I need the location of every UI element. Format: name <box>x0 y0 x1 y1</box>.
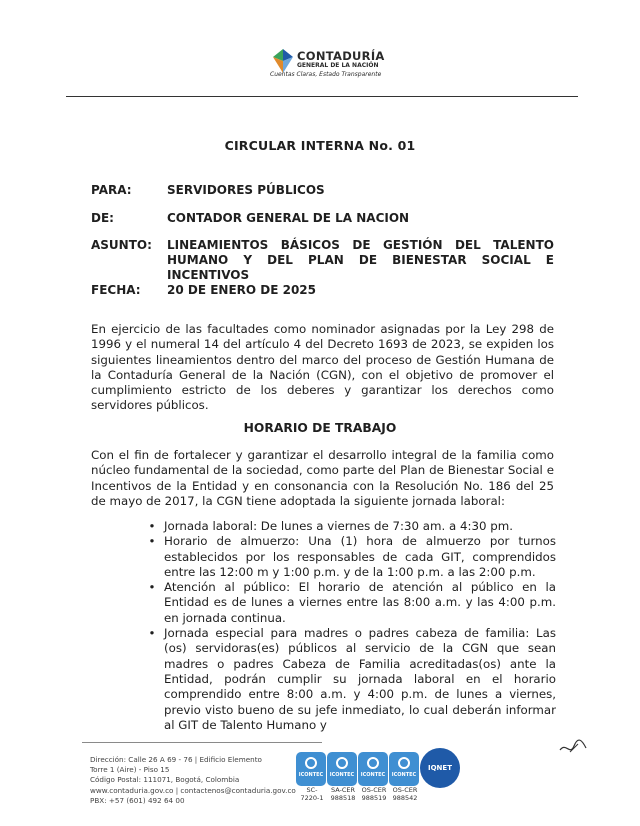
section-title: HORARIO DE TRABAJO <box>243 421 397 435</box>
header-label-para: PARA: <box>91 183 132 197</box>
list-item-text: Atención al público: El horario de atención al público en la Entidad es de lunes a viernes entre las 8:00 a.m. y las 4:00 p.m. en jornada continua. <box>164 580 556 625</box>
bullet-icon: • <box>148 519 156 533</box>
footer-address: Dirección: Calle 26 A 69 - 76 | Edificio Elemento <box>90 755 262 764</box>
intro-paragraph: En ejercicio de las facultades como nominador asignadas por la Ley 298 de 1996 y el numeral 14 del artículo 4 del Decreto 1693 de 2023, se expiden los siguientes lineamientos dentro del marco del proceso de Gestión Humana de la Contaduría General de la Nación (CGN), con el objetivo de promover el cumplimiento estricto de los deberes y garantizar los derechos como servidores públicos. <box>91 322 554 413</box>
header-divider <box>66 96 578 97</box>
iqnet-badge: IQNET <box>420 748 460 788</box>
list-item-text: Jornada laboral: De lunes a viernes de 7:30 am. a 4:30 pm. <box>164 519 513 533</box>
footer-tower: Torre 1 (Aire) - Piso 15 <box>90 765 170 775</box>
cert-badge-label: ICONTEC <box>360 772 386 778</box>
certification-badge <box>327 752 359 802</box>
cert-badge-label: ICONTEC <box>298 772 324 778</box>
header-value-fecha: 20 DE ENERO DE 2025 <box>167 283 317 297</box>
header-label-fecha: FECHA: <box>91 283 141 297</box>
footer-contact <box>90 755 296 806</box>
certification-badge <box>389 752 421 802</box>
footer-postal: Código Postal: 111071, Bogotá, Colombia <box>90 775 240 785</box>
logo-slogan: Cuentas Claras, Estado Transparente <box>270 71 382 78</box>
section-paragraph: Con el fin de fortalecer y garantizar el desarrollo integral de la familia como núcleo fundamental de la sociedad, como parte del Plan de Bienestar Social e Incentivos de la Entidad y en consonancia con la Resolución No. 186 del 25 de mayo de 2017, la CGN tiene adoptada la siguiente jornada laboral: <box>91 448 554 508</box>
certification-badge <box>358 752 390 802</box>
bullet-icon: • <box>148 580 156 595</box>
footer-phone: PBX: +57 (601) 492 64 00 <box>90 795 185 805</box>
bullet-icon: • <box>148 534 156 549</box>
header-value-asunto: LINEAMIENTOS BÁSICOS DE GESTIÓN DEL TALENTO HUMANO Y DEL PLAN DE BIENESTAR SOCIAL E INCENTIVOS <box>167 238 554 282</box>
signature-mark <box>558 736 588 758</box>
cert-badge-label: ICONTEC <box>329 772 355 778</box>
footer-divider <box>82 742 322 743</box>
certification-badge <box>296 752 328 802</box>
list-item <box>148 580 556 626</box>
schedule-list <box>146 519 556 733</box>
list-item-text: Horario de almuerzo: Una (1) hora de almuerzo por turnos establecidos por los responsables de cada GIT, comprendidos entre las 12:00 m y 1:00 p.m. y de la 1:00 p.m. a las 2:00 p.m. <box>164 534 556 579</box>
logo-org-name: CONTADURÍA <box>297 49 385 63</box>
bullet-icon: • <box>148 626 156 641</box>
list-item <box>148 626 556 733</box>
document-title: CIRCULAR INTERNA No. 01 <box>224 138 416 153</box>
cert-code: OS-CER 988519 <box>361 786 387 802</box>
header-label-asunto: ASUNTO: <box>91 238 152 252</box>
cert-code: SC- 7220-1 <box>300 786 324 802</box>
header-label-de: DE: <box>91 211 114 225</box>
cert-code: OS-CER 988542 <box>392 786 418 802</box>
list-item <box>148 534 556 580</box>
footer-web-email: www.contaduria.gov.co | contactenos@contaduria.gov.co <box>90 785 296 795</box>
logo-org-subtitle: GENERAL DE LA NACIÓN <box>297 62 379 69</box>
header-value-de: CONTADOR GENERAL DE LA NACION <box>167 211 410 225</box>
cgn-logo <box>268 48 388 80</box>
list-item-text: Jornada especial para madres o padres cabeza de familia: Las (os) servidoras(es) públicos al servicio de la CGN que sean madres o padres Cabeza de Familia acreditadas(os) ante la Entidad, podrán cumplir su jornada laboral en el horario comprendido entre 8:00 a.m. y 4:00 p.m. de lunes a viernes, previo visto bueno de su jefe inmediato, lo cual deberán informar al GIT de Talento Humano y <box>164 626 556 732</box>
header-value-para: SERVIDORES PÚBLICOS <box>167 183 325 197</box>
cert-code: SA-CER 988518 <box>330 786 356 802</box>
cert-badge-label: ICONTEC <box>391 772 417 778</box>
list-item <box>148 519 556 534</box>
